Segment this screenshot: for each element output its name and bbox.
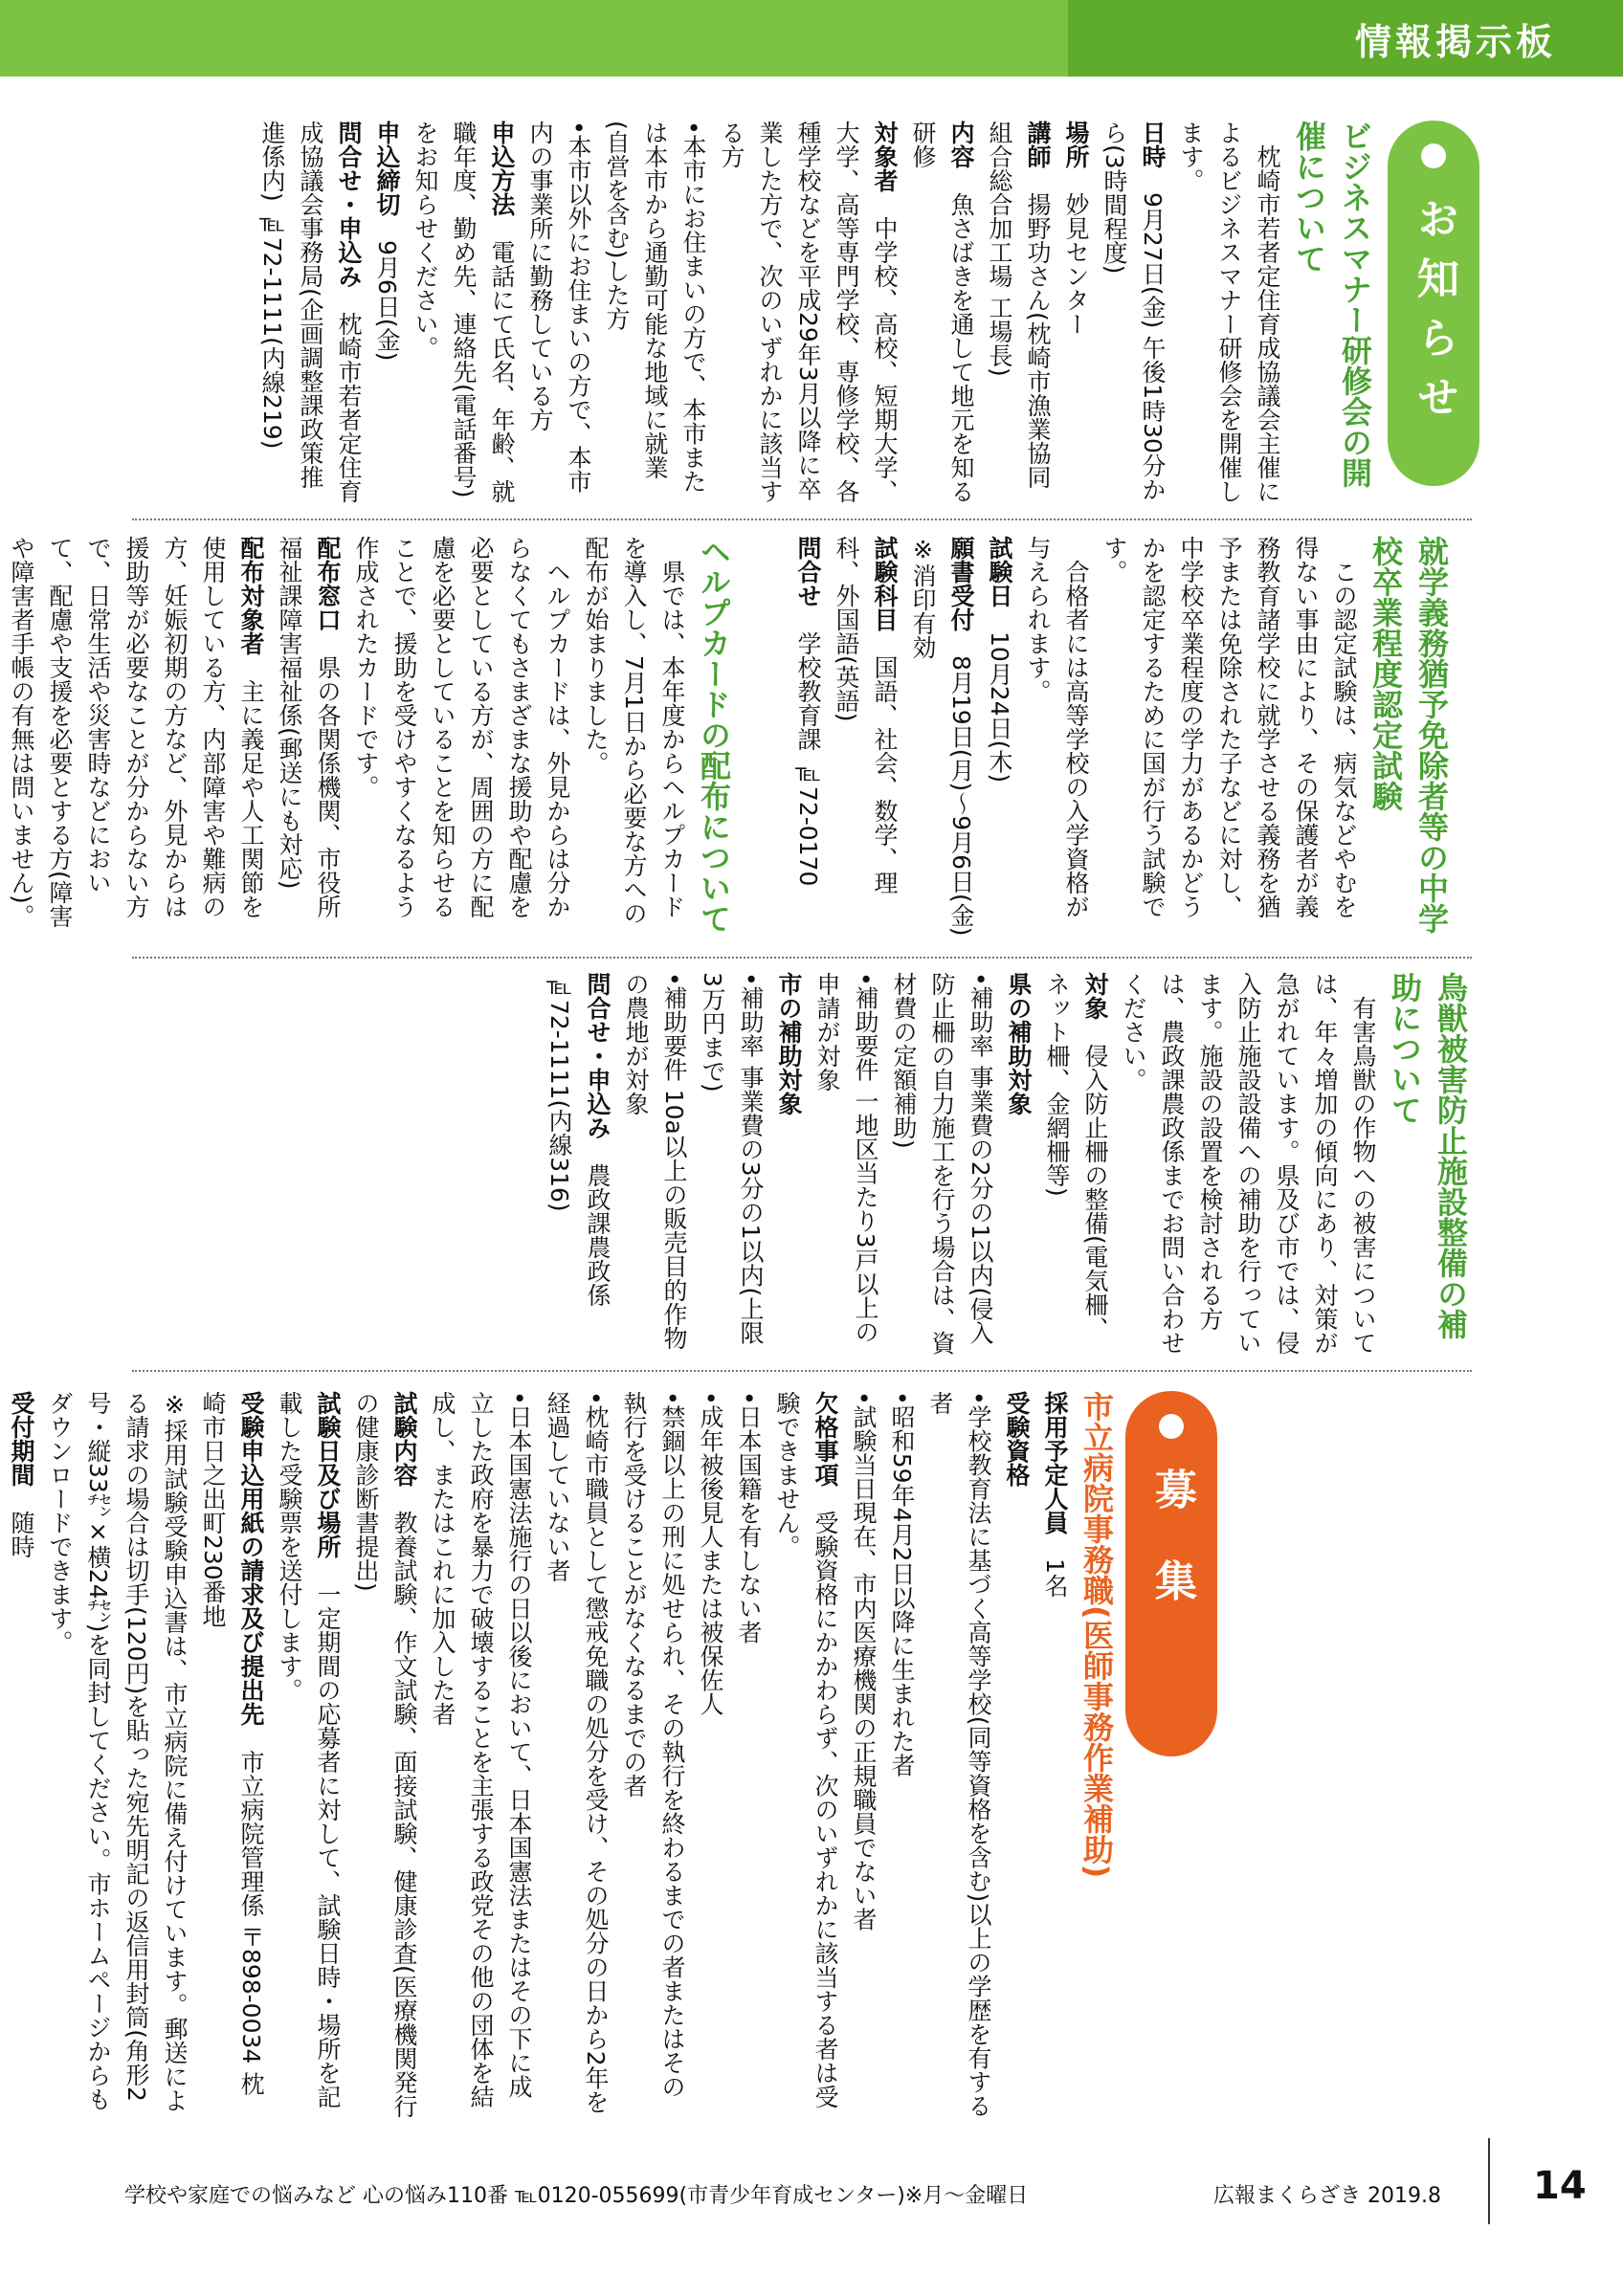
- recruit-badge: 募 集: [1125, 1391, 1217, 1756]
- divider: [132, 957, 1472, 959]
- info-line: [691, 1391, 729, 2118]
- info-line: [346, 1391, 423, 2118]
- page-number: 14: [1533, 2164, 1587, 2208]
- info-label: 講師: [1024, 121, 1052, 168]
- info-label: 試験日及び場所: [314, 1391, 342, 1558]
- info-line: [1056, 121, 1095, 503]
- info-label: 問合せ: [794, 536, 822, 607]
- info-label: 申込締切: [373, 121, 401, 216]
- info-line: [367, 121, 406, 503]
- info-text: 市立病院管理係 〒898-0034 枕崎市日之出町230番地: [199, 1391, 265, 2096]
- info-line: [808, 972, 884, 1355]
- info-label: 申込方法: [488, 121, 516, 216]
- header-bar: [0, 0, 1623, 77]
- info-label: 配布対象者: [237, 536, 265, 655]
- info-label: 対象者: [871, 121, 899, 192]
- notices-badge: お知らせ: [1388, 121, 1479, 486]
- info-line: [769, 972, 808, 1355]
- info-line: [921, 1391, 997, 2118]
- info-label: 願書受付: [947, 536, 975, 631]
- info-line: [270, 536, 346, 938]
- info-text: 妙見センター: [1062, 192, 1090, 336]
- info-line: [40, 1391, 193, 2118]
- info-line: [521, 121, 597, 503]
- footer-rule: [1488, 2138, 1490, 2224]
- info-text: 県の各関係機関、市役所福祉課障害福祉係(郵送にも対応): [276, 536, 342, 918]
- info-label: 試験日: [986, 536, 1013, 607]
- info-text: •本市以外にお住まいの方で、本市内の事業所に勤務している方: [526, 121, 592, 494]
- info-text: •補助率 事業費の2分の1以内(侵入防止柵の自力施工を行う場合は、資材費の定額補助): [890, 972, 994, 1355]
- section-intro: 有害鳥獣の作物への被害については、年々増加の傾向にあり、対策が急がれています。県及び市では、侵入防止施設設備への補助を行っています。施設の設置を検討される方は、農政課農政係までお問い合わせください。: [1120, 972, 1377, 1355]
- section-intro: この認定試験は、病気などやむを得ない事由により、その保護者が義務教育諸学校に就学させる義務を猶予または免除された子などに対し、中学校卒業程度の学力があるかどうかを認定するために国が行う試験です。: [1101, 536, 1358, 918]
- info-text: •禁錮以上の刑に処せられ、その執行を終わるまでの者またはその執行を受けることがなくなるまでの者: [620, 1391, 686, 2099]
- info-line: [884, 972, 999, 1355]
- info-text: 中学校、高校、短期大学、大学、高等専門学校、専修学校、各種学校などを平成29年3月以降に卒業した方で、次のいずれかに該当する方: [718, 121, 899, 503]
- info-line: [616, 972, 693, 1355]
- info-text: 9月6日(金): [373, 240, 401, 362]
- info-line: [540, 972, 616, 1355]
- info-text: 魚さばきを通して地元を知る研修: [909, 121, 975, 503]
- info-line: [614, 1391, 691, 2118]
- info-text: 枕崎市若者定住育成協議会事務局(企画調整課政策推進係内) ℡72-1111(内線219): [258, 121, 363, 503]
- info-line: [1095, 121, 1171, 503]
- info-text: •補助率 事業費の3分の1以内(上限3万円まで): [699, 972, 765, 1345]
- badge-dot-icon: [1421, 144, 1446, 168]
- info-line: [729, 1391, 767, 2118]
- divider: [132, 519, 1472, 520]
- info-line: [844, 1391, 882, 2118]
- info-label: 問合せ・申込み: [335, 121, 363, 288]
- info-line: [423, 1391, 538, 2118]
- footer-hotline: 学校や家庭での悩みなど 心の悩み110番 ℡0120-055699(市青少年育成センター)※月〜金曜日: [124, 2184, 1029, 2208]
- info-text: •本市にお住まいの方で、本市または本市から通勤可能な地域に就業(自営を含む)した方: [603, 121, 707, 494]
- info-text: 国語、社会、数学、理科、外国語(英語): [833, 536, 899, 894]
- header-label: 情報掲示板: [1068, 0, 1623, 77]
- info-line: [882, 1391, 921, 2118]
- info-text: 農政課農政係 ℡72-1111(内線316): [545, 972, 611, 1307]
- info-text: 1名: [1041, 1558, 1069, 1598]
- section-intro-2: ヘルプカードは、外見からは分からなくてもさまざまな援助や配慮を必要としている方が、周囲の方に配慮を必要としていることを知らせることで、援助を受けやすくなるよう作成されたカードです。: [352, 536, 571, 918]
- info-label: 問合せ・申込み: [584, 972, 611, 1139]
- helpcard-section: [8, 536, 737, 938]
- info-label: 採用予定人員: [1041, 1391, 1069, 1534]
- info-text: •学校教育法に基づく高等学校(同等資格を含む)以上の学歴を有する者: [926, 1391, 992, 2118]
- info-label: 試験科目: [871, 536, 899, 631]
- info-label: 配布窓口: [314, 536, 342, 631]
- divider: [132, 1370, 1472, 1372]
- info-line: [980, 121, 1056, 503]
- exam-section: [746, 536, 1455, 938]
- section-intro-2: 合格者には高等学校の入学資格が与えられます。: [1024, 536, 1090, 918]
- info-text: 電話にて氏名、年齢、就職年度、勤め先、連絡先(電話番号)をお知らせください。: [411, 121, 516, 503]
- info-line: [538, 1391, 614, 2118]
- info-label: 日時: [1139, 121, 1167, 168]
- info-line: [2, 1391, 40, 2118]
- section-title: ヘルプカードの配布について: [696, 536, 732, 934]
- info-line: [406, 121, 521, 503]
- info-label: 場所: [1062, 121, 1090, 168]
- info-text: •成年被後見人または被保佐人: [697, 1391, 724, 1716]
- info-text: 随時: [8, 1511, 35, 1558]
- info-text: •枕崎市職員として懲戒免職の処分を受け、その処分の日から2年を経過していない者: [544, 1391, 610, 2114]
- info-line: [903, 536, 980, 938]
- info-text: 受験資格にかかわらず、次のいずれかに該当する者は受験できません。: [773, 1391, 839, 2108]
- info-text: 教養試験、作文試験、面接試験、健康診査(医療機関発行の健康診断書提出): [352, 1391, 418, 2118]
- info-line: [597, 121, 712, 503]
- info-label: 対象: [1081, 972, 1109, 1020]
- section-intro: 枕崎市若者定住育成協議会主催によるビジネスマナー研修会を開催します。: [1177, 121, 1281, 503]
- info-line: [789, 536, 827, 938]
- info-label: 受験申込用紙の請求及び提出先: [237, 1391, 265, 1726]
- info-line: [270, 1391, 346, 2118]
- section-title: 就学義務猶予免除者等の中学校卒業程度認定試験: [1367, 536, 1450, 934]
- info-text: •昭和59年4月2日以降に生まれた者: [888, 1391, 916, 1777]
- section-intro: 県では、本年度からヘルプカードを導入し、7月1日から必要な方への配布が始まりました。: [582, 536, 686, 925]
- info-line: [2, 536, 270, 938]
- info-line: [0, 536, 2, 938]
- info-line: [712, 121, 903, 503]
- info-text: •補助要件 10a以上の販売目的作物の農地が対象: [622, 972, 688, 1350]
- info-line: [693, 972, 769, 1355]
- section-title: ビジネスマナー研修会の開催について: [1291, 121, 1373, 488]
- hospital-section: [8, 1391, 1120, 2118]
- info-label: 内容: [947, 121, 975, 168]
- section-title: 市立病院事務職(医師事務作業補助): [1078, 1391, 1115, 1879]
- info-line: [253, 121, 367, 503]
- info-text: 10月24日(木): [986, 631, 1013, 784]
- badge-dot-icon: [1159, 1414, 1184, 1439]
- info-text: 主に義足や人工関節を使用している方、内部障害や難病の方、妊娠初期の方など、外見からは援助等が必要なことが分からない方で、日常生活や災害時などにおいて、配慮や支援を必要とする方(障害や障害者手帳の有無は問いません)。: [8, 536, 265, 928]
- info-line: [999, 972, 1037, 1355]
- business-section: [144, 121, 1378, 503]
- info-label: 受験資格: [1003, 1391, 1031, 1487]
- info-label: 欠格事項: [812, 1391, 839, 1487]
- info-line: [193, 1391, 270, 2118]
- info-label: 市の補助対象: [775, 972, 803, 1115]
- info-text: •試験当日現在、市内医療機関の正規職員でない者: [850, 1391, 878, 1932]
- info-line: [0, 1391, 2, 2118]
- info-label: 県の補助対象: [1005, 972, 1033, 1115]
- wildlife-section: [134, 972, 1474, 1355]
- info-text: 学校教育課 ℡72-0170: [794, 631, 822, 887]
- info-text: 侵入防止柵の整備(電気柵、ネット柵、金網柵等): [1043, 972, 1109, 1340]
- publication-name: 広報まくらざき 2019.8: [1213, 2184, 1441, 2208]
- info-text: 9月27日(金) 午後1時30分から(3時間程度): [1101, 121, 1167, 501]
- info-line: [997, 1391, 1035, 2118]
- info-text: 一定期間の応募者に対して、試験日時・場所を記載した受験票を送付します。: [276, 1391, 342, 2108]
- info-line: [1035, 1391, 1074, 2118]
- section-title: 鳥獣被害防止施設整備の補助について: [1387, 972, 1469, 1339]
- info-text: 揚野功さん(枕崎市漁業協同組合総合加工場 工場長): [986, 121, 1052, 489]
- info-line: [1037, 972, 1114, 1355]
- info-text: •日本国籍を有しない者: [735, 1391, 763, 1645]
- info-label: 受付期間: [8, 1391, 35, 1487]
- info-line: [767, 1391, 844, 2118]
- info-label: 試験内容: [390, 1391, 418, 1487]
- info-text: •補助要件 一地区当たり3戸以上の申請が対象: [813, 972, 879, 1344]
- info-text: •日本国憲法施行の日以後において、日本国憲法またはその下に成立した政府を暴力で破壊することを主張する政党その他の団体を結成し、またはこれに加入した者: [429, 1391, 533, 2108]
- info-line: [980, 536, 1018, 938]
- info-text: 8月19日(月)〜9月6日(金) ※消印有効: [909, 536, 975, 937]
- info-text: ※採用試験受験申込書は、市立病院に備え付けています。郵送による請求の場合は切手(120円)を貼った宛先明記の返信用封筒(角形2号・縦33㌢×横24㌢)を同封してください。市ホームページからもダウンロードできます。: [46, 1391, 189, 2112]
- info-line: [827, 536, 903, 938]
- info-line: [903, 121, 980, 503]
